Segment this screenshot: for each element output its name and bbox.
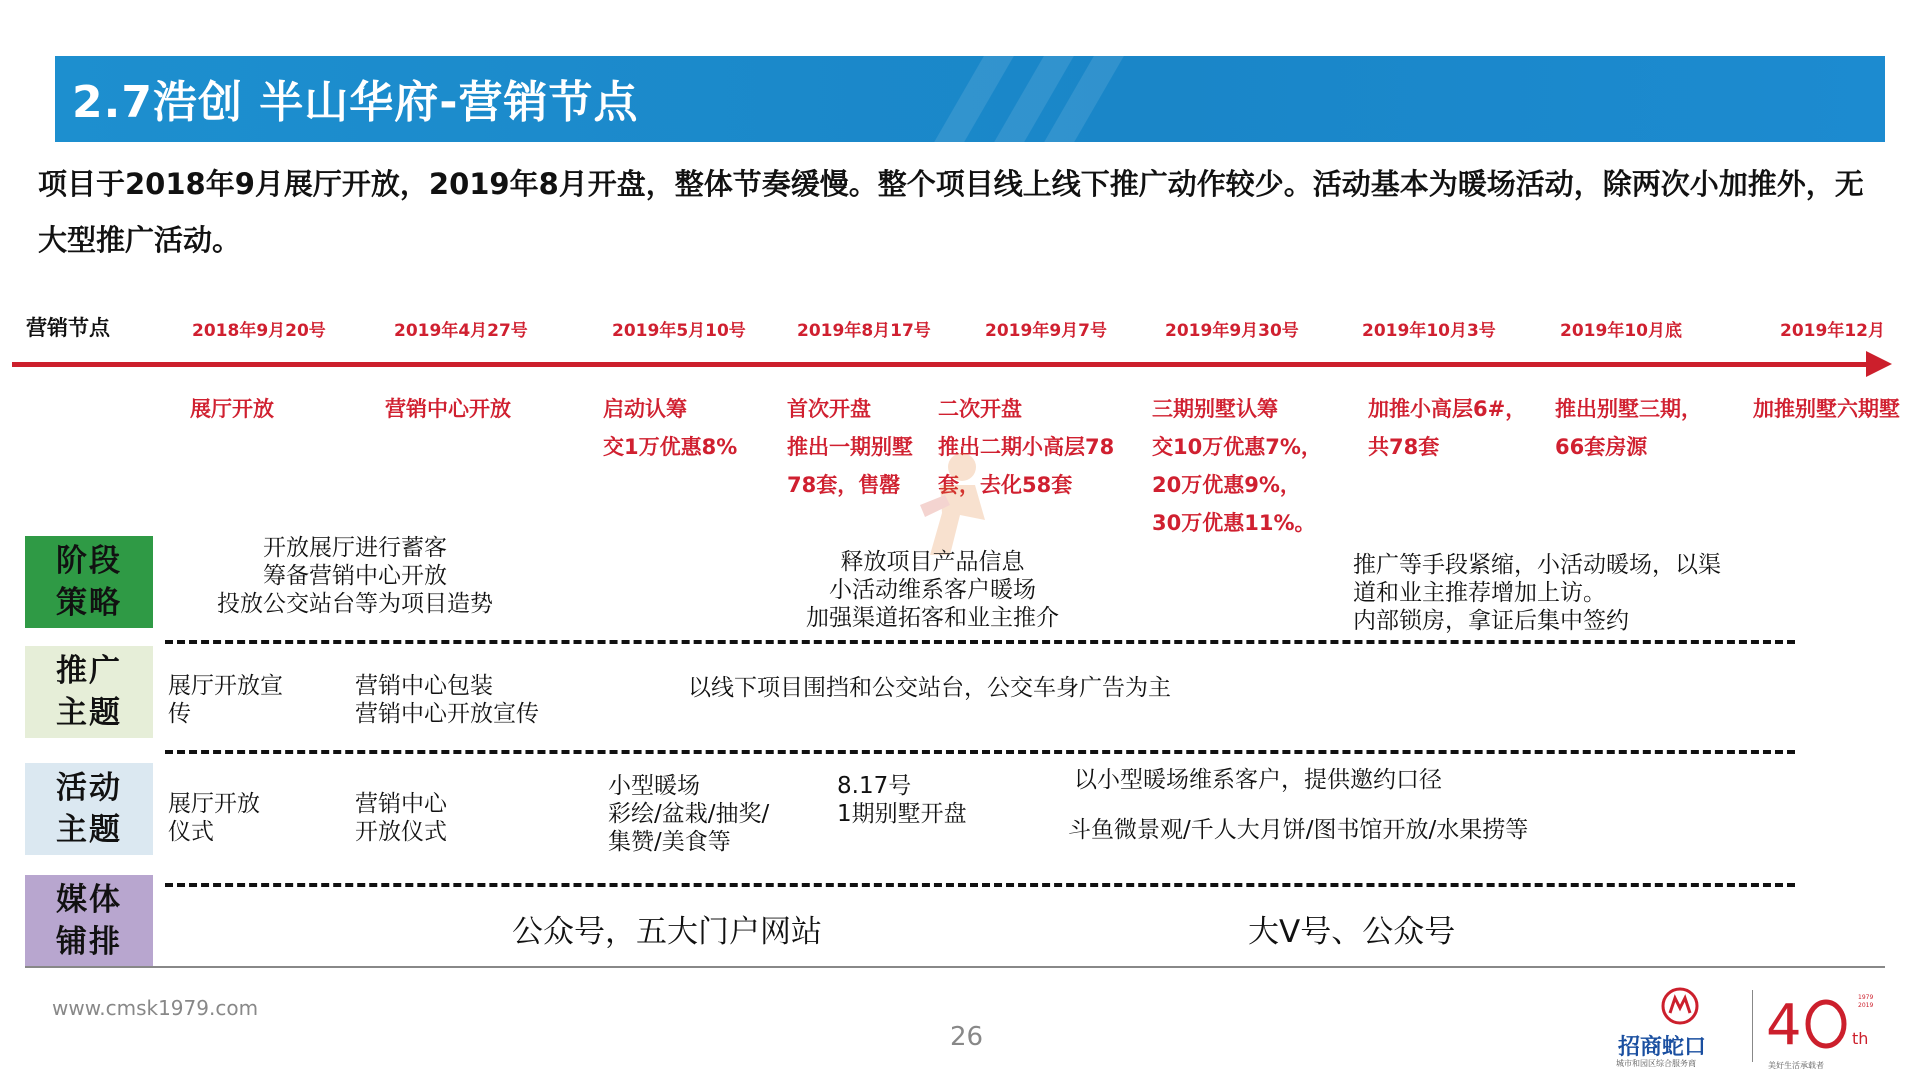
strategy-cell: 推广等手段紧缩，小活动暖场，以渠 道和业主推荐增加上访。 内部锁房，拿证后集中签约 [1353,552,1721,634]
timeline-date: 2019年8月17号 [797,321,931,341]
timeline-event: 二次开盘 推出二期小高层78 套，去化58套 [938,397,1115,497]
watermark-runner-icon [900,445,1010,565]
page-number: 26 [950,1022,984,1052]
timeline-date: 2019年5月10号 [612,321,746,341]
activity-cell: 以小型暖场维系客户，提供邀约口径 [1074,767,1442,793]
strategy-cell: 开放展厅进行蓄客 筹备营销中心开放 投放公交站台等为项目造势 [217,535,493,617]
brand-name: 招商蛇口 [1618,1035,1707,1060]
svg-text:4: 4 [1766,993,1802,1058]
row-divider [165,640,1795,644]
brand-subtitle: 城市和园区综合服务商 [1616,1059,1696,1068]
timeline-event: 营销中心开放 [385,397,511,421]
promotion-cell: 展厅开放宣 传 [168,673,283,727]
timeline-event: 加推别墅六期墅 [1753,397,1900,421]
promotion-cell: 营销中心包装 营销中心开放宣传 [355,673,539,727]
row-divider [165,883,1795,887]
intro-text: 项目于2018年9月展厅开放，2019年8月开盘，整体节奏缓慢。整个项目线上线下推广动作较少。活动基本为暖场活动，除两次小加推外，无大型推广活动。 [38,167,1864,257]
timeline-event: 首次开盘 推出一期别墅 78套，售罄 [787,397,913,497]
timeline-date: 2018年9月20号 [192,321,326,341]
activity-cell: 营销中心 开放仪式 [355,791,447,845]
timeline-event: 三期别墅认筹 交10万优惠7%， 20万优惠9%， 30万优惠11%。 [1152,397,1322,535]
media-cell: 公众号，五大门户网站 [512,914,822,950]
timeline-date: 2019年10月3号 [1362,321,1496,341]
row-label-promotion: 推广 主题 [25,646,153,738]
timeline-event: 展厅开放 [190,397,274,421]
activity-cell: 小型暖场 彩绘/盆栽/抽奖/ 集赞/美食等 [608,773,770,855]
footer-website: www.cmsk1979.com [52,996,259,1020]
anniversary-years: 1979 2019 [1858,994,1874,1009]
timeline-event: 加推小高层6#， 共78套 [1368,397,1527,459]
activity-cell: 8.17号 1期别墅开盘 [837,773,967,827]
timeline-date: 2019年9月7号 [985,321,1107,341]
row-divider [165,750,1795,754]
svg-text:th: th [1852,1029,1869,1048]
activity-cell: 斗鱼微景观/千人大月饼/图书馆开放/水果捞等 [1068,817,1529,843]
timeline-event: 推出别墅三期， 66套房源 [1555,397,1702,459]
timeline-date: 2019年12月 [1780,321,1885,341]
cmsk-logo-icon [1660,986,1700,1026]
timeline-arrow-icon [1866,351,1892,377]
row-label-media: 媒体 铺排 [25,875,153,967]
media-cell: 大V号、公众号 [1248,914,1456,950]
anniversary-subtitle: 美好生活承载者 [1768,1061,1824,1070]
timeline-date: 2019年4月27号 [394,321,528,341]
row-label-strategy: 阶段 策略 [25,536,153,628]
activity-cell: 展厅开放 仪式 [168,791,260,845]
timeline-date: 2019年10月底 [1560,321,1682,341]
promotion-cell: 以线下项目围挡和公交站台，公交车身广告为主 [688,675,1171,701]
timeline-date: 2019年9月30号 [1165,321,1299,341]
footer-divider [25,966,1885,968]
page-title: 2.7浩创 半山华府-营销节点 [72,77,639,128]
logo-divider [1752,990,1753,1062]
timeline-axis [12,362,1884,367]
timeline-label: 营销节点 [26,316,110,340]
row-label-activity: 活动 主题 [25,763,153,855]
strategy-cell: 释放项目产品信息 小活动维系客户暖场 加强渠道拓客和业主推介 [806,549,1059,631]
timeline-event: 启动认筹 交1万优惠8% [603,397,738,459]
